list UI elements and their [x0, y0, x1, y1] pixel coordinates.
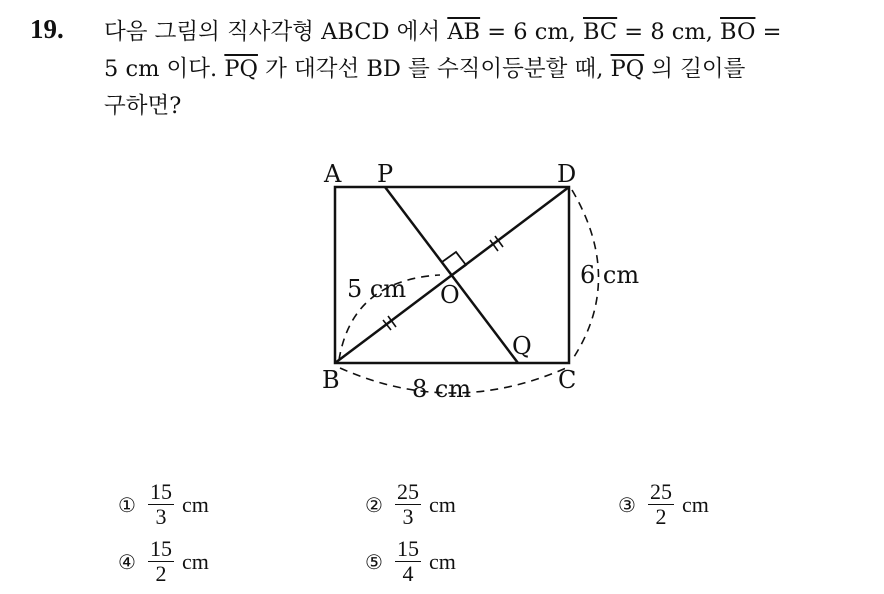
fraction-numerator: 15	[149, 536, 172, 561]
label-o: O	[440, 281, 460, 309]
choice-mark: ④	[118, 549, 136, 574]
label-b: B	[322, 366, 340, 394]
segment-bo: $\overline{BO}$	[720, 19, 756, 45]
fraction-numerator: 25	[396, 479, 419, 504]
fraction-denominator: 2	[155, 561, 167, 586]
question-number: 19.	[30, 14, 64, 44]
question-text-segment: 5 cm 이다.	[104, 56, 225, 82]
choice-mark: ①	[118, 492, 136, 517]
label-d: D	[557, 160, 577, 188]
label-q: Q	[512, 332, 532, 360]
choice-fraction	[395, 480, 421, 529]
choice-2[interactable]	[365, 480, 456, 529]
question-text-segment: 다음 그림의 직사각형 ABCD 에서	[104, 19, 448, 45]
question-line-3: 구하면?	[104, 93, 182, 119]
choice-fraction	[148, 480, 174, 529]
choice-fraction	[148, 537, 174, 586]
choice-fraction	[395, 537, 421, 586]
fraction-denominator: 3	[155, 504, 167, 529]
fraction-denominator: 3	[402, 504, 414, 529]
question-text-segment: = 6 cm,	[480, 19, 583, 45]
choice-fraction	[648, 480, 674, 529]
label-dc-length: 6 cm	[580, 261, 640, 289]
segment-bc: $\overline{BC}$	[582, 19, 618, 45]
label-p: P	[377, 160, 394, 188]
label-c: C	[558, 366, 577, 394]
question-text-segment: = 8 cm,	[617, 19, 721, 45]
label-bo-length: 5 cm	[347, 275, 407, 303]
choice-3[interactable]	[618, 480, 709, 529]
choice-unit: cm	[181, 548, 209, 574]
segment-pq: $\overline{PQ}$	[610, 56, 645, 82]
right-angle-mark	[442, 252, 466, 275]
fraction-denominator: 4	[402, 561, 414, 586]
fraction-denominator: 2	[655, 504, 667, 529]
choice-mark: ③	[618, 492, 636, 517]
choice-unit: cm	[428, 491, 456, 517]
choice-mark: ②	[365, 492, 383, 517]
choice-4[interactable]	[118, 537, 209, 586]
fraction-numerator: 15	[396, 536, 419, 561]
choice-unit: cm	[428, 548, 456, 574]
choice-1[interactable]	[118, 480, 209, 529]
choice-unit: cm	[681, 491, 709, 517]
question-text-segment: =	[755, 19, 782, 45]
question-text-segment: 의 길이를	[644, 56, 746, 82]
fraction-numerator: 25	[649, 479, 672, 504]
choice-mark: ⑤	[365, 549, 383, 574]
choice-5[interactable]	[365, 537, 456, 586]
question-text-segment: 가 대각선 BD 를 수직이등분할 때,	[257, 56, 611, 82]
label-a: A	[324, 160, 342, 188]
segment-ab: $\overline{AB}$	[447, 19, 481, 45]
label-bc-length: 8 cm	[412, 375, 472, 403]
fraction-numerator: 15	[149, 479, 172, 504]
choice-unit: cm	[181, 491, 209, 517]
segment-pq: $\overline{PQ}$	[224, 56, 258, 82]
